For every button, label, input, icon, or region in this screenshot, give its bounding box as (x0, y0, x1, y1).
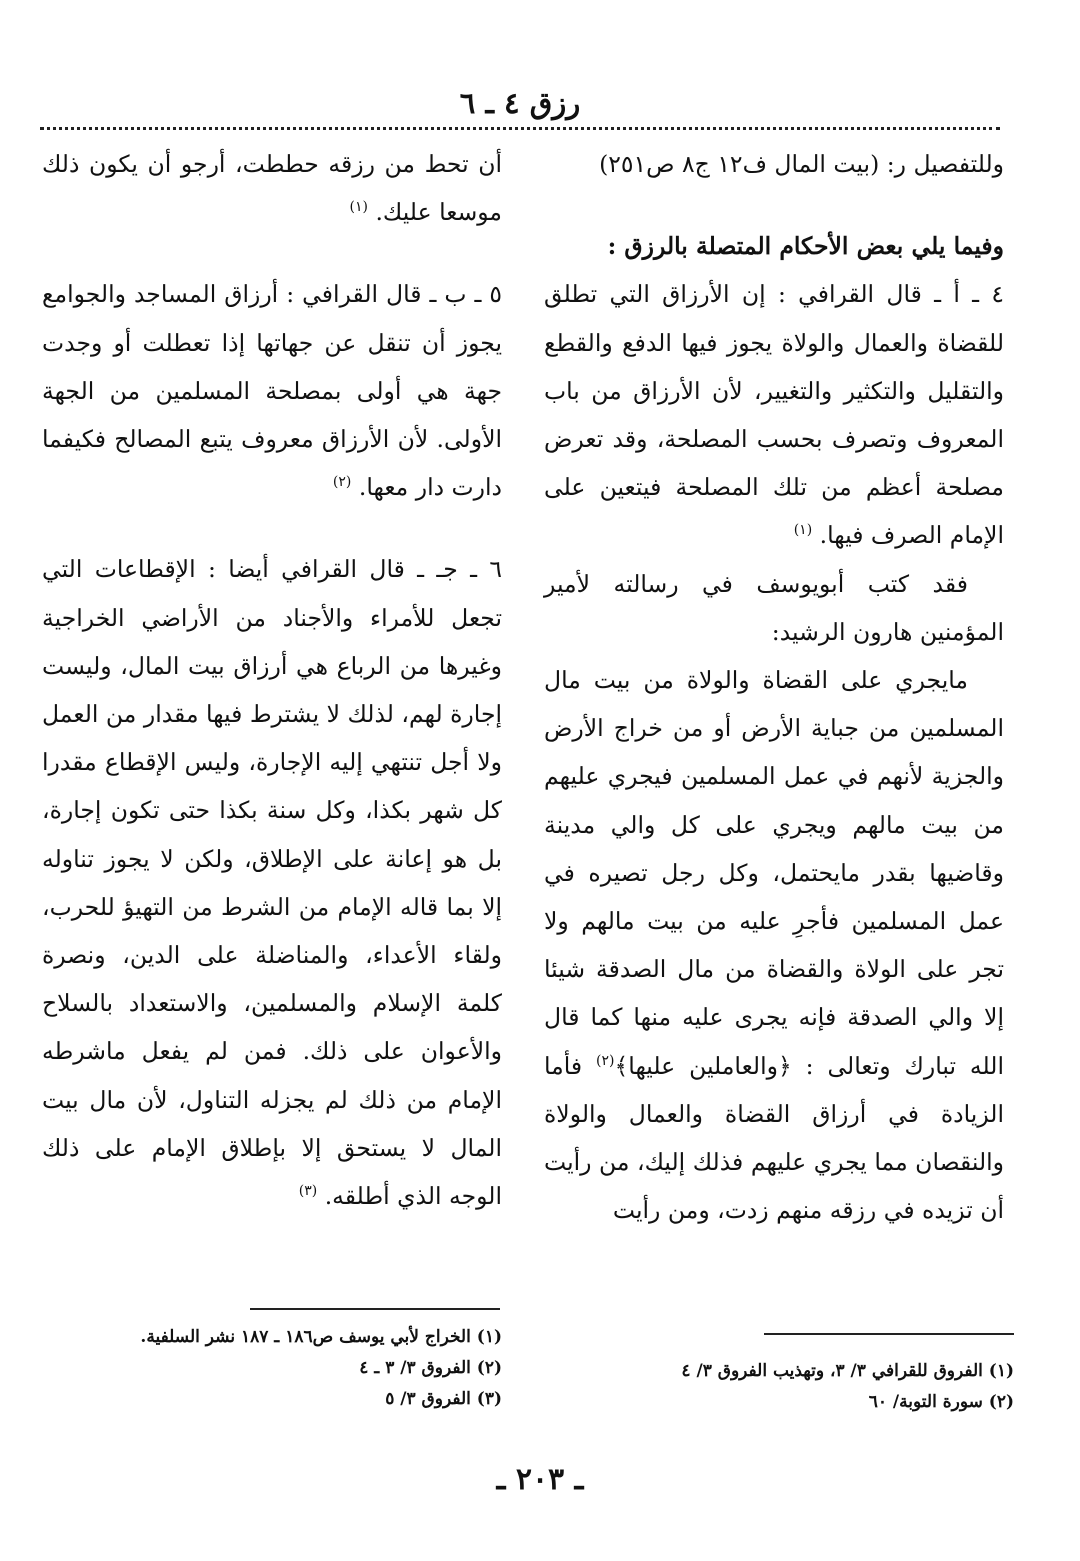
footnote-item: (١) الخراج لأبي يوسف ص١٨٦ ـ ١٨٧ نشر السلفية. (140, 1327, 502, 1347)
footnote-item: (٢) سورة التوبة/ ٦٠ (868, 1392, 1014, 1412)
running-header: رزق ٤ ـ ٦ (459, 86, 581, 120)
paragraph-reference: وللتفصيل ر: (بيت المال ف١٢ ج٨ ص٢٥١) (599, 150, 1004, 178)
footnote-item: (٣) الفروق ٣/ ٥ (385, 1389, 502, 1409)
paragraph-6c: ٦ ـ جـ ـ قال القرافي أيضا : الإقطاعات التي تجعل للأمراء والأجناد من الأراضي الخراجية وغيرها من الرباع هي أرزاق بيت المال، وليست إجارة لهم، لذلك لا يشترط فيها مقدار من العمل ولا أجل تنتهي إليه الإجارة، وليس الإقطاع مقدرا كل شهر بكذا، وكل سنة بكذا حتى تكون إجارة، بل هو إعانة على الإطلاق، ولكن لا يجوز تناوله إلا بما قاله الإمام من الشرط من التهيؤ للحرب، ولقاء الأعداء، والمناضلة على الدين، ونصرة كلمة الإسلام والمسلمين، والاستعداد بالسلاح والأعوان على ذلك. فمن لم يفعل ماشرطه الإمام من ذلك لم يجزله التناول، لأن مال بيت المال لا يستحق إلا بإطلاق الإمام على ذلك الوجه الذي أطلقه. $^{(٣)}$ (42, 555, 502, 1211)
footnote-ref: (١) (793, 522, 813, 539)
footnote-ref: (٣) (298, 1183, 318, 1200)
page-number: ـ ٢٠٣ ـ (496, 1462, 584, 1497)
paragraph-quote: مايجري على القضاة والولاة من بيت مال المسلمين من جباية الأرض أو من خراج الأرض والجزية لأنهم في عمل المسلمين فيجري عليهم من بيت مالهم ويجري على كل والي مدينة وقاضيها بقدر مايحتمل، وكل رجل تصيره في عمل المسلمين فأجرِ عليه من بيت مالهم ولا تجر على الولاة والقضاة من مال الصدقة شيئا إلا والي الصدقة فإنه يجرى عليه منها كما قال الله تبارك وتعالى : ﴿والعاملين عليها﴾$^{(٢)}$ فأما الزيادة في أرزاق القضاة والعمال والولاة والنقصان مما يجري عليهم فذلك إليك، من رأيت أن تزيده في رزقه منهم زدت، ومن رأيت (544, 666, 1004, 1225)
footnote-item: (١) الفروق للقرافي ٣/ ٣، وتهذيب الفروق ٣/ ٤ (681, 1361, 1014, 1381)
right-column (544, 140, 1004, 1234)
footnote-ref: (٢) (332, 474, 352, 491)
footnote-divider-left (250, 1308, 500, 1310)
paragraph-4a: ٤ ـ أ ـ قال القرافي : إن الأرزاق التي تطلق للقضاة والعمال والولاة يجوز فيها الدفع والقطع والتقليل والتكثير والتغيير، لأن الأرزاق من باب المعروف وتصرف بحسب المصلحة، وقد تعرض مصلحة أعظم من تلك المصلحة فيتعين على الإمام الصرف فيها. $^{(١)}$ (544, 280, 1004, 550)
footnote-divider-right (764, 1333, 1014, 1335)
left-column (42, 140, 502, 1220)
footnote-ref: (١) (349, 199, 368, 216)
section-intro: وفيما يلي بعض الأحكام المتصلة بالرزق : (607, 232, 1004, 261)
paragraph-continuation: أن تحط من رزقه حططت، أرجو أن يكون ذلك موسعا عليك. $^{(١)}$ (42, 150, 502, 227)
footnote-item: (٢) الفروق ٣/ ٣ ـ ٤ (359, 1358, 502, 1378)
footnotes-left (42, 1322, 502, 1415)
paragraph-abu-yusuf: فقد كتب أبويوسف في رسالته لأمير المؤمنين هارون الرشيد: (544, 569, 1004, 646)
footnote-ref: (٢) (596, 1052, 615, 1069)
paragraph-5b: ٥ ـ ب ـ قال القرافي : أرزاق المساجد والجوامع يجوز أن تنقل عن جهاتها إذا تعطلت أو وجدت جهة هي أولى بمصلحة المسلمين من الجهة الأولى. لأن الأرزاق معروف يتبع المصالح فكيفما دارت دار معها. $^{(٢)}$ (42, 280, 502, 502)
header-dotted-rule (40, 127, 1000, 130)
footnotes-right (554, 1356, 1014, 1418)
